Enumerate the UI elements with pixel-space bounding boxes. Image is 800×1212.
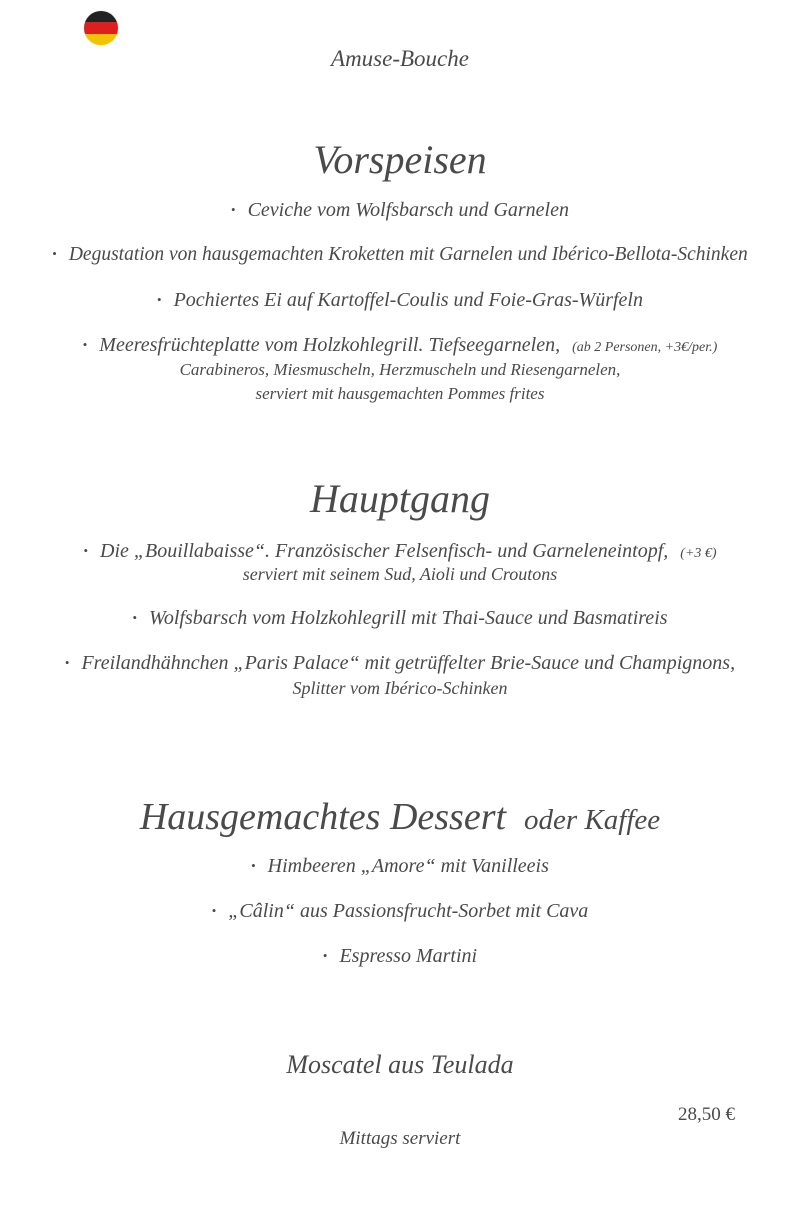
list-item xyxy=(0,607,800,630)
item-continuation: Carabineros, Miesmuscheln, Herzmuscheln und Riesengarnelen, xyxy=(179,360,621,379)
amuse-bouche-heading: Amuse-Bouche xyxy=(331,46,469,71)
bullet-icon: • xyxy=(64,655,70,670)
bullet-icon: • xyxy=(157,292,162,307)
item-text: Espresso Martini xyxy=(339,945,478,967)
item-text: Pochiertes Ei auf Kartoffel-Coulis und Foie-Gras-Würfeln xyxy=(173,289,643,311)
dessert-title-main: Hausgemachtes Dessert xyxy=(139,796,507,838)
bullet-icon: • xyxy=(231,202,236,217)
bullet-icon: • xyxy=(211,903,217,918)
bullet-icon: • xyxy=(82,337,88,352)
item-note: (+3 €) xyxy=(680,546,717,561)
bullet-icon: • xyxy=(132,610,138,625)
item-text: Wolfsbarsch vom Holzkohlegrill mit Thai-Sauce und Basmatireis xyxy=(149,607,668,629)
dessert-title xyxy=(0,792,800,839)
bullet-icon: • xyxy=(83,543,88,558)
item-continuation: serviert mit hausgemachten Pommes frites xyxy=(255,384,545,403)
starters-title: Vorspeisen xyxy=(313,137,487,182)
bullet-icon: • xyxy=(251,858,256,873)
list-item xyxy=(0,540,800,563)
list-item xyxy=(0,289,800,312)
item-text: „Câlin“ aus Passionsfrucht-Sorbet mit Cava xyxy=(228,900,589,922)
mains-title: Hauptgang xyxy=(310,476,490,521)
item-text: Freilandhähnchen „Paris Palace“ mit getrüffelter Brie-Sauce und Champignons, xyxy=(81,652,736,674)
list-item xyxy=(0,244,800,266)
wine-line: Moscatel aus Teulada xyxy=(286,1050,514,1079)
dessert-title-alt: oder Kaffee xyxy=(524,804,661,836)
bullet-icon: • xyxy=(322,948,328,963)
bullet-icon: • xyxy=(52,246,57,261)
item-text: Die „Bouillabaisse“. Französischer Felsenfisch- und Garneleneintopf, xyxy=(100,540,669,562)
flag-stripe-red xyxy=(84,22,118,33)
item-text: Ceviche vom Wolfsbarsch und Garnelen xyxy=(247,199,569,221)
menu-price: 28,50 € xyxy=(678,1104,735,1125)
served-note: Mittags serviert xyxy=(339,1128,461,1149)
list-item xyxy=(0,855,800,878)
list-item xyxy=(0,945,800,968)
item-continuation: Splitter vom Ibérico-Schinken xyxy=(292,678,508,698)
item-text: Meeresfrüchteplatte vom Holzkohlegrill. Tiefseegarnelen, xyxy=(99,334,561,356)
list-item xyxy=(0,900,800,923)
item-text: Degustation von hausgemachten Kroketten mit Garnelen und Ibérico-Bellota-Schinken xyxy=(68,244,748,265)
item-text: Himbeeren „Amore“ mit Vanilleeis xyxy=(267,855,549,877)
list-item xyxy=(0,652,800,675)
flag-stripe-gold xyxy=(84,34,118,45)
flag-stripe-black xyxy=(84,11,118,22)
germany-flag-icon[interactable] xyxy=(84,11,118,45)
item-note: (ab 2 Personen, +3€/per.) xyxy=(572,340,718,355)
list-item xyxy=(0,334,800,357)
item-continuation: serviert mit seinem Sud, Aioli und Croutons xyxy=(242,564,558,584)
list-item xyxy=(0,199,800,222)
